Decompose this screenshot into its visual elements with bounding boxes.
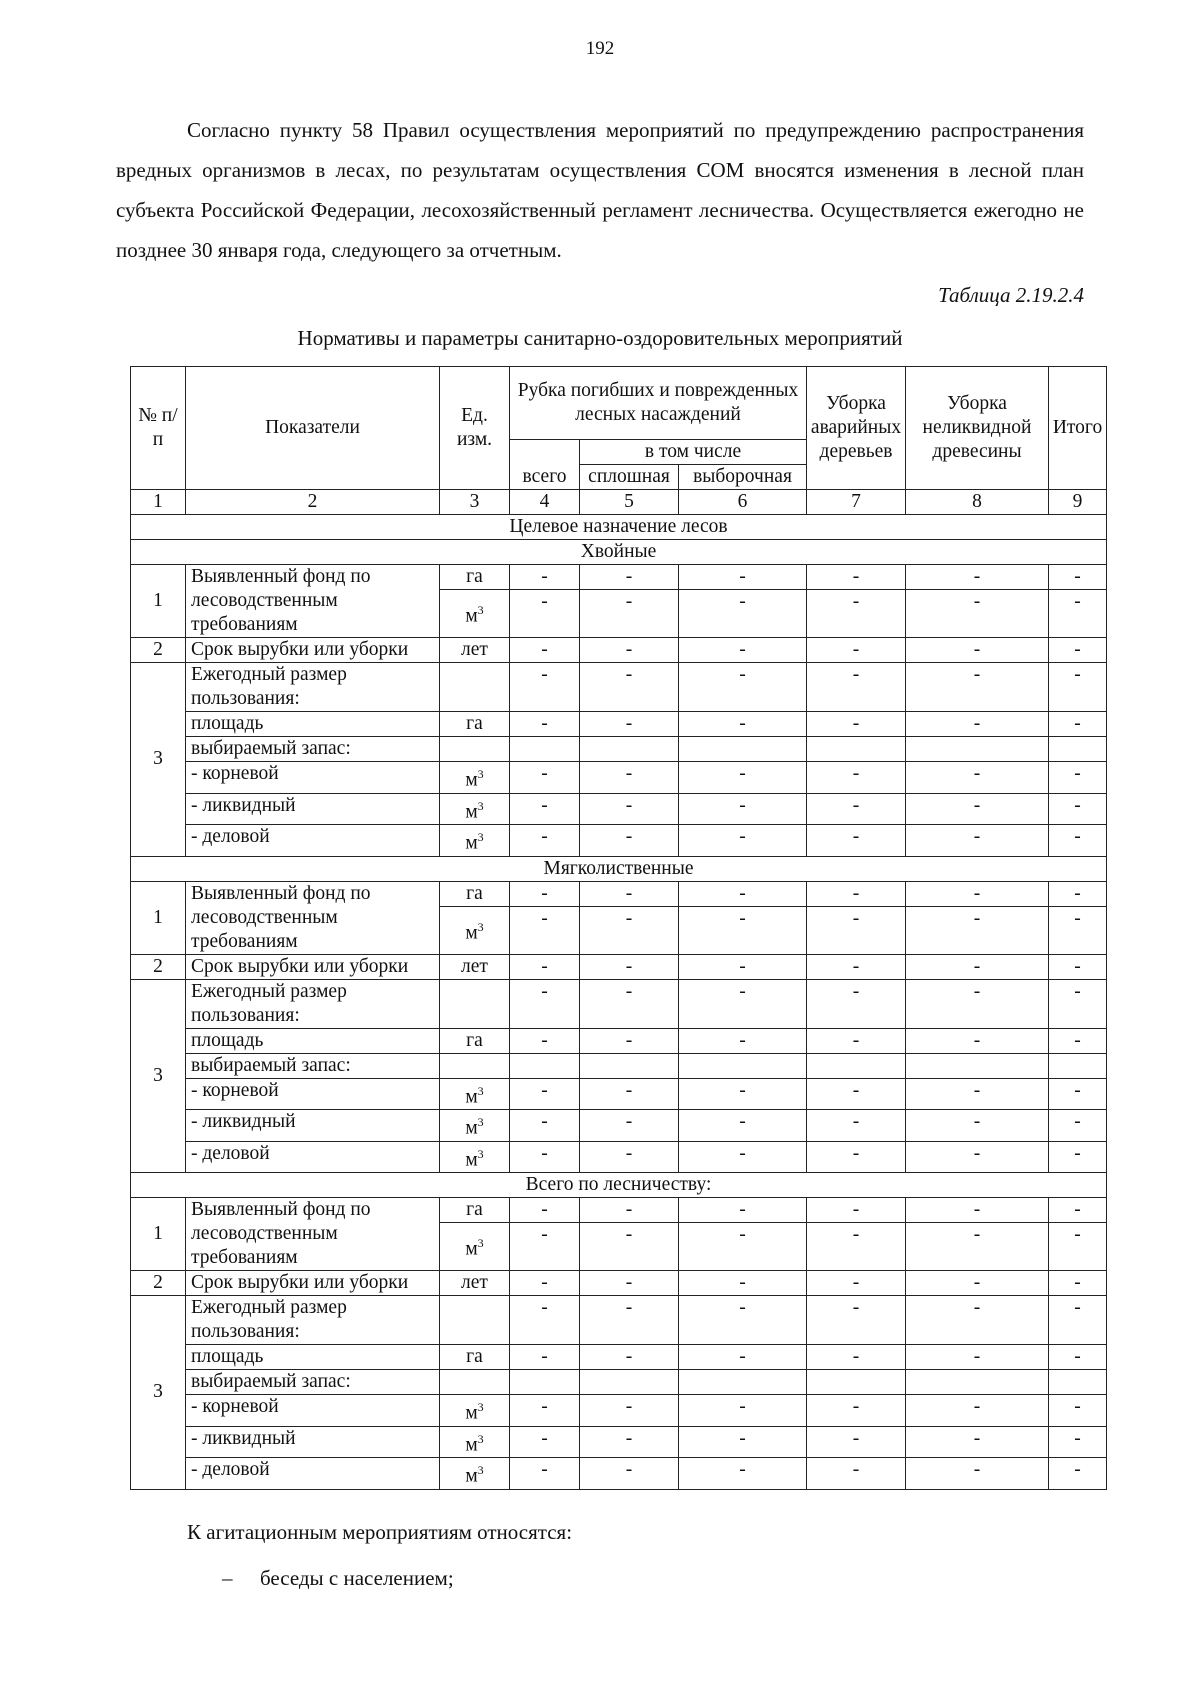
- value-cell: -: [807, 954, 906, 979]
- value-cell: -: [807, 1271, 906, 1296]
- indicator-cell: - корневой: [186, 1395, 440, 1427]
- unit-cell: $м^3$: [440, 793, 510, 825]
- column-number: 8: [906, 490, 1049, 515]
- section-title: Мягколиственные: [131, 856, 1107, 881]
- value-cell: -: [679, 1028, 807, 1053]
- value-cell: -: [510, 1458, 580, 1490]
- table-row: [131, 1053, 1107, 1078]
- value-cell: -: [510, 1271, 580, 1296]
- value-cell: -: [807, 1110, 906, 1142]
- indicator-cell: Выявленный фонд по лесоводственным требованиям: [186, 1198, 440, 1271]
- table-row: [131, 1370, 1107, 1395]
- unit-cell: $м^3$: [440, 1141, 510, 1173]
- value-cell: -: [679, 1198, 807, 1223]
- value-cell: -: [906, 1028, 1049, 1053]
- value-cell: -: [807, 1078, 906, 1110]
- unit-cell: $м^3$: [440, 762, 510, 794]
- column-number-row: [131, 490, 1107, 515]
- unit-cell: $м^3$: [440, 1458, 510, 1490]
- value-cell: -: [1049, 663, 1107, 712]
- unit-cell: лет: [440, 1271, 510, 1296]
- value-cell: -: [807, 1395, 906, 1427]
- indicator-cell: Ежегодный размер пользования:: [186, 1296, 440, 1345]
- table-row: [131, 954, 1107, 979]
- value-cell: -: [679, 762, 807, 794]
- unit-cell: $м^3$: [440, 1078, 510, 1110]
- value-cell: -: [679, 1141, 807, 1173]
- header-clear: сплошная: [580, 465, 679, 490]
- value-cell: -: [906, 1110, 1049, 1142]
- indicator-cell: - деловой: [186, 1141, 440, 1173]
- value-cell: -: [807, 1426, 906, 1458]
- unit-cell: [440, 979, 510, 1028]
- value-cell: -: [1049, 954, 1107, 979]
- value-cell: -: [679, 1223, 807, 1271]
- value-cell: -: [679, 1395, 807, 1427]
- value-cell: [679, 737, 807, 762]
- value-cell: -: [906, 881, 1049, 906]
- table-row: [131, 1395, 1107, 1427]
- value-cell: -: [679, 881, 807, 906]
- indicator-cell: площадь: [186, 1028, 440, 1053]
- value-cell: -: [1049, 1198, 1107, 1223]
- indicator-cell: - корневой: [186, 1078, 440, 1110]
- table-title: Нормативы и параметры санитарно-оздоровительных мероприятий: [297, 326, 903, 350]
- indicator-cell: Срок вырубки или уборки: [186, 954, 440, 979]
- list-item-text: беседы с населением;: [260, 1566, 454, 1590]
- value-cell: -: [906, 1458, 1049, 1490]
- value-cell: -: [807, 638, 906, 663]
- value-cell: -: [510, 663, 580, 712]
- value-cell: -: [1049, 712, 1107, 737]
- value-cell: -: [510, 881, 580, 906]
- value-cell: -: [1049, 793, 1107, 825]
- unit-superscript: 3: [477, 798, 484, 813]
- section-title: Хвойные: [131, 540, 1107, 565]
- table-row: [131, 881, 1107, 906]
- column-number: 4: [510, 490, 580, 515]
- indicator-cell: - корневой: [186, 762, 440, 794]
- value-cell: -: [906, 1223, 1049, 1271]
- unit-superscript: 3: [477, 1083, 484, 1098]
- unit-superscript: 3: [477, 830, 484, 844]
- value-cell: -: [679, 1458, 807, 1490]
- value-cell: [679, 1370, 807, 1395]
- unit-cell: лет: [440, 638, 510, 663]
- value-cell: -: [580, 1458, 679, 1490]
- value-cell: -: [807, 1028, 906, 1053]
- value-cell: -: [580, 1078, 679, 1110]
- purpose-row: [131, 515, 1107, 540]
- value-cell: -: [1049, 590, 1107, 638]
- value-cell: -: [510, 825, 580, 857]
- unit-cell: $м^3$: [440, 906, 510, 954]
- header-row-1: [131, 367, 1107, 440]
- value-cell: -: [1049, 762, 1107, 794]
- value-cell: -: [906, 638, 1049, 663]
- table-row: [131, 638, 1107, 663]
- table-row: [131, 737, 1107, 762]
- value-cell: -: [807, 979, 906, 1028]
- column-number: 6: [679, 490, 807, 515]
- row-number: 2: [131, 1271, 186, 1296]
- value-cell: -: [679, 565, 807, 590]
- value-cell: -: [510, 565, 580, 590]
- row-number: 2: [131, 954, 186, 979]
- value-cell: -: [906, 1395, 1049, 1427]
- value-cell: -: [1049, 1223, 1107, 1271]
- value-cell: -: [807, 663, 906, 712]
- value-cell: -: [580, 1395, 679, 1427]
- unit-superscript: 3: [477, 1146, 484, 1161]
- value-cell: [1049, 737, 1107, 762]
- value-cell: -: [807, 906, 906, 954]
- value-cell: -: [679, 590, 807, 638]
- value-cell: -: [906, 906, 1049, 954]
- value-cell: -: [1049, 979, 1107, 1028]
- value-cell: -: [906, 979, 1049, 1028]
- row-number: 1: [131, 881, 186, 954]
- value-cell: -: [807, 762, 906, 794]
- value-cell: -: [807, 825, 906, 857]
- unit-cell: [440, 663, 510, 712]
- value-cell: -: [807, 1198, 906, 1223]
- unit-superscript: 3: [477, 919, 484, 934]
- value-cell: -: [510, 1110, 580, 1142]
- value-cell: -: [807, 793, 906, 825]
- header-total-all: всего: [510, 440, 580, 490]
- value-cell: -: [906, 712, 1049, 737]
- value-cell: -: [580, 1426, 679, 1458]
- value-cell: -: [580, 712, 679, 737]
- value-cell: -: [807, 590, 906, 638]
- value-cell: -: [580, 954, 679, 979]
- table-row: [131, 825, 1107, 857]
- indicator-cell: Ежегодный размер пользования:: [186, 663, 440, 712]
- value-cell: -: [510, 954, 580, 979]
- value-cell: [580, 1053, 679, 1078]
- value-cell: [580, 737, 679, 762]
- value-cell: [906, 1053, 1049, 1078]
- page-number: 192: [585, 38, 615, 59]
- value-cell: -: [906, 1141, 1049, 1173]
- table-row: [131, 712, 1107, 737]
- value-cell: -: [580, 1345, 679, 1370]
- unit-cell: га: [440, 1028, 510, 1053]
- value-cell: -: [510, 1296, 580, 1345]
- header-unit: Ед. изм.: [440, 367, 510, 490]
- value-cell: [807, 737, 906, 762]
- table-row: [131, 762, 1107, 794]
- row-number: 1: [131, 565, 186, 638]
- value-cell: -: [580, 638, 679, 663]
- value-cell: -: [679, 954, 807, 979]
- norms-table: [130, 366, 1107, 1490]
- value-cell: -: [510, 1345, 580, 1370]
- indicator-cell: - ликвидный: [186, 1426, 440, 1458]
- row-number: 3: [131, 663, 186, 857]
- list-item: [222, 1566, 454, 1591]
- value-cell: -: [679, 1271, 807, 1296]
- value-cell: -: [510, 762, 580, 794]
- unit-cell: га: [440, 881, 510, 906]
- column-number: 5: [580, 490, 679, 515]
- unit-cell: лет: [440, 954, 510, 979]
- value-cell: -: [580, 793, 679, 825]
- table-row: [131, 1458, 1107, 1490]
- header-sum: Итого: [1049, 367, 1107, 490]
- unit-superscript: 3: [477, 1236, 484, 1251]
- value-cell: -: [679, 1345, 807, 1370]
- unit-cell: [440, 1370, 510, 1395]
- value-cell: -: [679, 638, 807, 663]
- value-cell: [807, 1053, 906, 1078]
- header-illiquid: Уборка неликвидной древесины: [906, 367, 1049, 490]
- value-cell: -: [679, 825, 807, 857]
- value-cell: -: [906, 1345, 1049, 1370]
- value-cell: -: [906, 1271, 1049, 1296]
- value-cell: -: [510, 793, 580, 825]
- value-cell: -: [679, 712, 807, 737]
- value-cell: -: [510, 638, 580, 663]
- row-number: 3: [131, 1296, 186, 1490]
- value-cell: -: [807, 712, 906, 737]
- indicator-cell: - деловой: [186, 825, 440, 857]
- value-cell: -: [906, 1426, 1049, 1458]
- value-cell: [580, 1370, 679, 1395]
- value-cell: -: [1049, 906, 1107, 954]
- value-cell: -: [580, 565, 679, 590]
- value-cell: [679, 1053, 807, 1078]
- list-dash: –: [222, 1566, 233, 1590]
- value-cell: -: [906, 762, 1049, 794]
- header-including: в том числе: [580, 440, 807, 465]
- value-cell: -: [510, 1141, 580, 1173]
- table-row: [131, 663, 1107, 712]
- value-cell: -: [580, 979, 679, 1028]
- value-cell: -: [580, 1271, 679, 1296]
- value-cell: -: [1049, 1395, 1107, 1427]
- column-number: 9: [1049, 490, 1107, 515]
- table-body: [131, 540, 1107, 1490]
- row-number: 3: [131, 979, 186, 1173]
- value-cell: -: [1049, 1458, 1107, 1490]
- unit-cell: га: [440, 1345, 510, 1370]
- value-cell: [510, 1370, 580, 1395]
- value-cell: -: [906, 1296, 1049, 1345]
- unit-superscript: 3: [477, 1115, 484, 1129]
- indicator-cell: площадь: [186, 712, 440, 737]
- header-indicator: Показатели: [186, 367, 440, 490]
- value-cell: -: [580, 906, 679, 954]
- unit-cell: га: [440, 565, 510, 590]
- unit-cell: га: [440, 712, 510, 737]
- table-row: [131, 1271, 1107, 1296]
- unit-cell: га: [440, 1198, 510, 1223]
- value-cell: -: [1049, 825, 1107, 857]
- value-cell: -: [580, 1223, 679, 1271]
- value-cell: -: [580, 590, 679, 638]
- header-emergency: Уборка аварийных деревьев: [807, 367, 906, 490]
- value-cell: [1049, 1053, 1107, 1078]
- indicator-cell: выбираемый запас:: [186, 1053, 440, 1078]
- table-row: [131, 1198, 1107, 1223]
- column-number: 7: [807, 490, 906, 515]
- value-cell: -: [679, 979, 807, 1028]
- table-caption: Таблица 2.19.2.4: [938, 283, 1084, 307]
- value-cell: -: [679, 793, 807, 825]
- value-cell: -: [580, 1110, 679, 1142]
- indicator-cell: Выявленный фонд по лесоводственным требованиям: [186, 565, 440, 638]
- value-cell: -: [1049, 1141, 1107, 1173]
- value-cell: [906, 737, 1049, 762]
- value-cell: -: [679, 663, 807, 712]
- value-cell: -: [1049, 638, 1107, 663]
- indicator-cell: Ежегодный размер пользования:: [186, 979, 440, 1028]
- header-selective: выборочная: [679, 465, 807, 490]
- unit-cell: [440, 737, 510, 762]
- section-row: [131, 1173, 1107, 1198]
- purpose-title: Целевое назначение лесов: [131, 515, 1107, 540]
- value-cell: -: [580, 762, 679, 794]
- row-number: 1: [131, 1198, 186, 1271]
- unit-cell: $м^3$: [440, 1426, 510, 1458]
- value-cell: -: [906, 590, 1049, 638]
- value-cell: -: [1049, 1078, 1107, 1110]
- value-cell: [1049, 1370, 1107, 1395]
- value-cell: -: [510, 712, 580, 737]
- value-cell: -: [1049, 565, 1107, 590]
- indicator-cell: - деловой: [186, 1458, 440, 1490]
- value-cell: -: [679, 1078, 807, 1110]
- value-cell: -: [906, 663, 1049, 712]
- unit-cell: [440, 1053, 510, 1078]
- value-cell: -: [580, 663, 679, 712]
- value-cell: -: [510, 1078, 580, 1110]
- table-row: [131, 1296, 1107, 1345]
- table-row: [131, 1110, 1107, 1142]
- indicator-cell: выбираемый запас:: [186, 1370, 440, 1395]
- indicator-cell: Выявленный фонд по лесоводственным требованиям: [186, 881, 440, 954]
- unit-superscript: 3: [477, 1431, 484, 1446]
- value-cell: -: [1049, 1296, 1107, 1345]
- value-cell: -: [906, 954, 1049, 979]
- value-cell: -: [1049, 1271, 1107, 1296]
- value-cell: -: [807, 565, 906, 590]
- unit-cell: $м^3$: [440, 1395, 510, 1427]
- value-cell: -: [906, 793, 1049, 825]
- value-cell: -: [510, 1426, 580, 1458]
- indicator-cell: - ликвидный: [186, 793, 440, 825]
- section-row: [131, 540, 1107, 565]
- unit-cell: $м^3$: [440, 1110, 510, 1142]
- value-cell: -: [906, 825, 1049, 857]
- value-cell: -: [510, 590, 580, 638]
- unit-superscript: 3: [477, 1463, 484, 1477]
- unit-cell: $м^3$: [440, 590, 510, 638]
- value-cell: -: [580, 1198, 679, 1223]
- table-row: [131, 979, 1107, 1028]
- value-cell: -: [679, 1110, 807, 1142]
- table-row: [131, 1345, 1107, 1370]
- table-row: [131, 565, 1107, 590]
- indicator-cell: Срок вырубки или уборки: [186, 1271, 440, 1296]
- value-cell: [510, 1053, 580, 1078]
- header-num: № п/п: [131, 367, 186, 490]
- table-row: [131, 1028, 1107, 1053]
- table-row: [131, 793, 1107, 825]
- value-cell: -: [679, 1296, 807, 1345]
- value-cell: -: [1049, 881, 1107, 906]
- value-cell: -: [679, 1426, 807, 1458]
- row-number: 2: [131, 638, 186, 663]
- section-title: Всего по лесничеству:: [131, 1173, 1107, 1198]
- value-cell: -: [1049, 1028, 1107, 1053]
- table-row: [131, 1141, 1107, 1173]
- unit-cell: $м^3$: [440, 1223, 510, 1271]
- value-cell: -: [510, 1198, 580, 1223]
- indicator-cell: Срок вырубки или уборки: [186, 638, 440, 663]
- value-cell: -: [1049, 1426, 1107, 1458]
- value-cell: -: [807, 1458, 906, 1490]
- indicator-cell: площадь: [186, 1345, 440, 1370]
- value-cell: -: [580, 881, 679, 906]
- value-cell: [510, 737, 580, 762]
- unit-superscript: 3: [477, 603, 484, 618]
- value-cell: -: [580, 825, 679, 857]
- value-cell: -: [906, 565, 1049, 590]
- value-cell: -: [1049, 1110, 1107, 1142]
- value-cell: -: [510, 1223, 580, 1271]
- value-cell: -: [580, 1141, 679, 1173]
- value-cell: -: [510, 906, 580, 954]
- table-row: [131, 1078, 1107, 1110]
- value-cell: [906, 1370, 1049, 1395]
- after-table-text: К агитационным мероприятиям относятся:: [187, 1520, 573, 1544]
- value-cell: [807, 1370, 906, 1395]
- value-cell: -: [510, 1028, 580, 1053]
- value-cell: -: [906, 1198, 1049, 1223]
- table-row: [131, 1426, 1107, 1458]
- value-cell: -: [510, 979, 580, 1028]
- value-cell: -: [906, 1078, 1049, 1110]
- value-cell: -: [807, 881, 906, 906]
- column-number: 3: [440, 490, 510, 515]
- unit-superscript: 3: [477, 1400, 484, 1414]
- value-cell: -: [1049, 1345, 1107, 1370]
- indicator-cell: выбираемый запас:: [186, 737, 440, 762]
- unit-cell: $м^3$: [440, 825, 510, 857]
- value-cell: -: [580, 1296, 679, 1345]
- value-cell: -: [580, 1028, 679, 1053]
- unit-superscript: 3: [477, 767, 484, 781]
- intro-paragraph: Согласно пункту 58 Правил осуществления мероприятий по предупреждению распространения вредных организмов в лесах, по результатам осуществления СОМ вносятся изменения в лесной план субъекта Российской Федерации, лесохозяйственный регламент лесничества. Осуществляется ежегодно не позднее 30 января года, следующего за отчетным.: [116, 118, 1084, 262]
- value-cell: -: [510, 1395, 580, 1427]
- unit-cell: [440, 1296, 510, 1345]
- column-number: 2: [186, 490, 440, 515]
- value-cell: -: [807, 1296, 906, 1345]
- indicator-cell: - ликвидный: [186, 1110, 440, 1142]
- column-number: 1: [131, 490, 186, 515]
- value-cell: -: [679, 906, 807, 954]
- section-row: [131, 856, 1107, 881]
- header-felling: Рубка погибших и поврежденных лесных насаждений: [510, 367, 807, 440]
- value-cell: -: [807, 1345, 906, 1370]
- value-cell: -: [807, 1223, 906, 1271]
- value-cell: -: [807, 1141, 906, 1173]
